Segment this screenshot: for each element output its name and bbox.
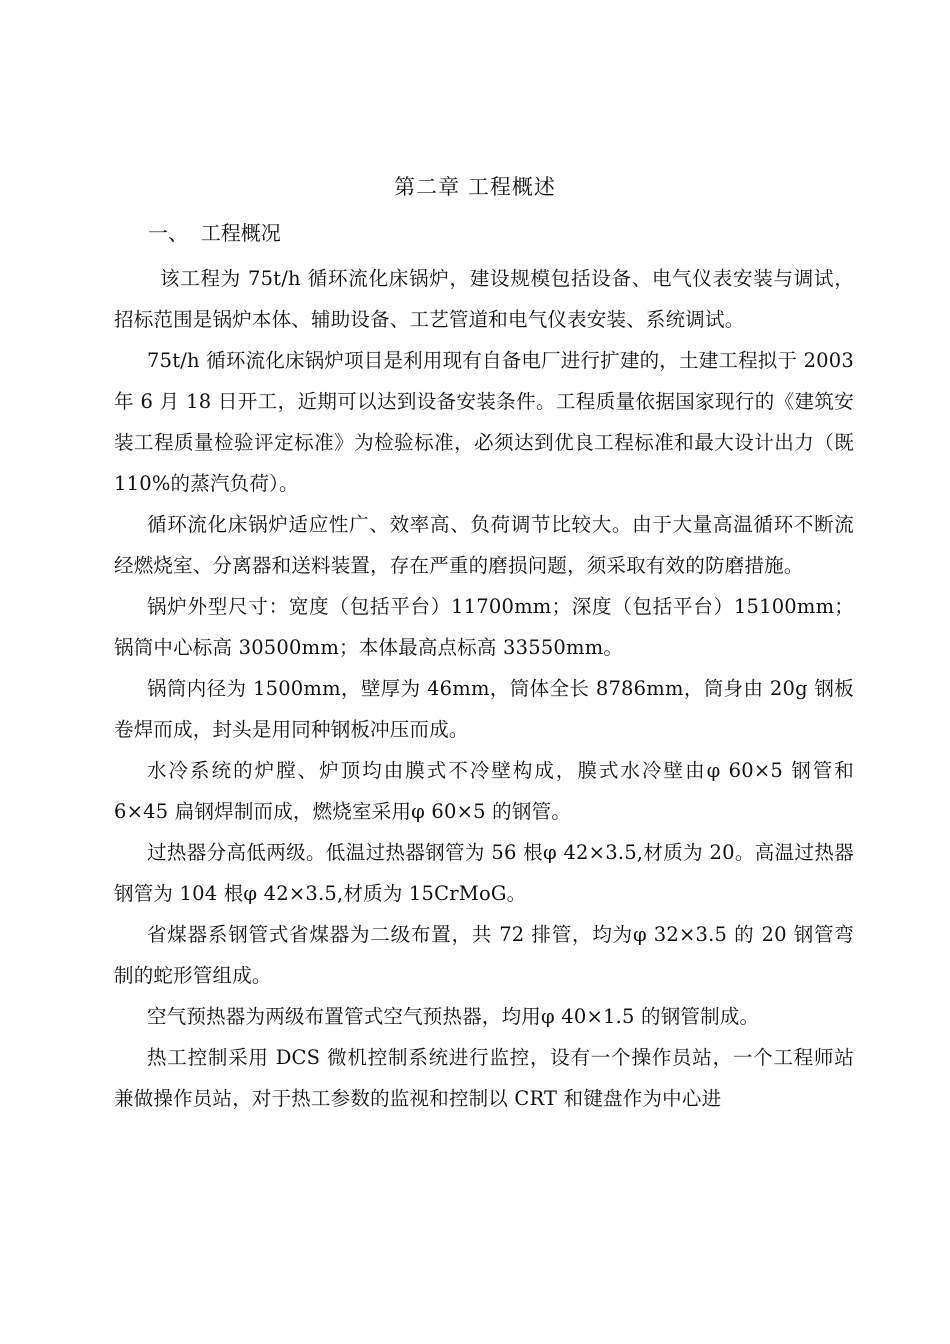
paragraph-water-cooling: 水冷系统的炉膛、炉顶均由膜式不冷壁构成，膜式水冷壁由φ 60×5 钢管和 6×45 扁钢焊制而成，燃烧室采用φ 60×5 的钢管。 [114, 759, 854, 823]
body-text [114, 258, 854, 1119]
paragraph-boiler-characteristics: 循环流化床锅炉适应性广、效率高、负荷调节比较大。由于大量高温循环不断流经燃烧室、分离器和送料装置，存在严重的磨损问题，须采取有效的防磨措施。 [114, 513, 854, 577]
paragraph-economizer: 省煤器系钢管式省煤器为二级布置，共 72 排管，均为φ 32×3.5 的 20 钢管弯制的蛇形管组成。 [114, 923, 854, 987]
paragraph-boiler-dimensions: 锅炉外型尺寸：宽度（包括平台）11700mm；深度（包括平台）15100mm；锅筒中心标高 30500mm；本体最高点标高 33550mm。 [114, 595, 854, 659]
paragraph-scope: 该工程为 75t/h 循环流化床锅炉，建设规模包括设备、电气仪表安装与调试，招标范围是锅炉本体、辅助设备、工艺管道和电气仪表安装、系统调试。 [114, 267, 854, 331]
paragraph-superheater: 过热器分高低两级。低温过热器钢管为 56 根φ 42×3.5,材质为 20。高温过热器钢管为 104 根φ 42×3.5,材质为 15CrMoG。 [114, 841, 854, 905]
paragraph-drum: 锅筒内径为 1500mm，壁厚为 46mm，筒体全长 8786mm，筒身由 20g 钢板卷焊而成，封头是用同种钢板冲压而成。 [114, 677, 854, 741]
chapter-title: 第二章 工程概述 [394, 175, 556, 199]
section-heading: 一、 工程概况 [148, 221, 281, 245]
paragraph-air-preheater: 空气预热器为两级布置管式空气预热器，均用φ 40×1.5 的钢管制成。 [147, 1005, 760, 1028]
paragraph-thermal-control: 热工控制采用 DCS 微机控制系统进行监控，设有一个操作员站，一个工程师站兼做操作员站，对于热工参数的监视和控制以 CRT 和键盘作为中心进 [114, 1046, 854, 1110]
paragraph-project-basis: 75t/h 循环流化床锅炉项目是利用现有自备电厂进行扩建的，土建工程拟于 2003 年 6 月 18 日开工，近期可以达到设备安装条件。工程质量依据国家现行的《建筑安装工程质量检验评定标准》为检验标准，必须达到优良工程标准和最大设计出力（既 110%的蒸汽负荷）。 [114, 349, 855, 495]
